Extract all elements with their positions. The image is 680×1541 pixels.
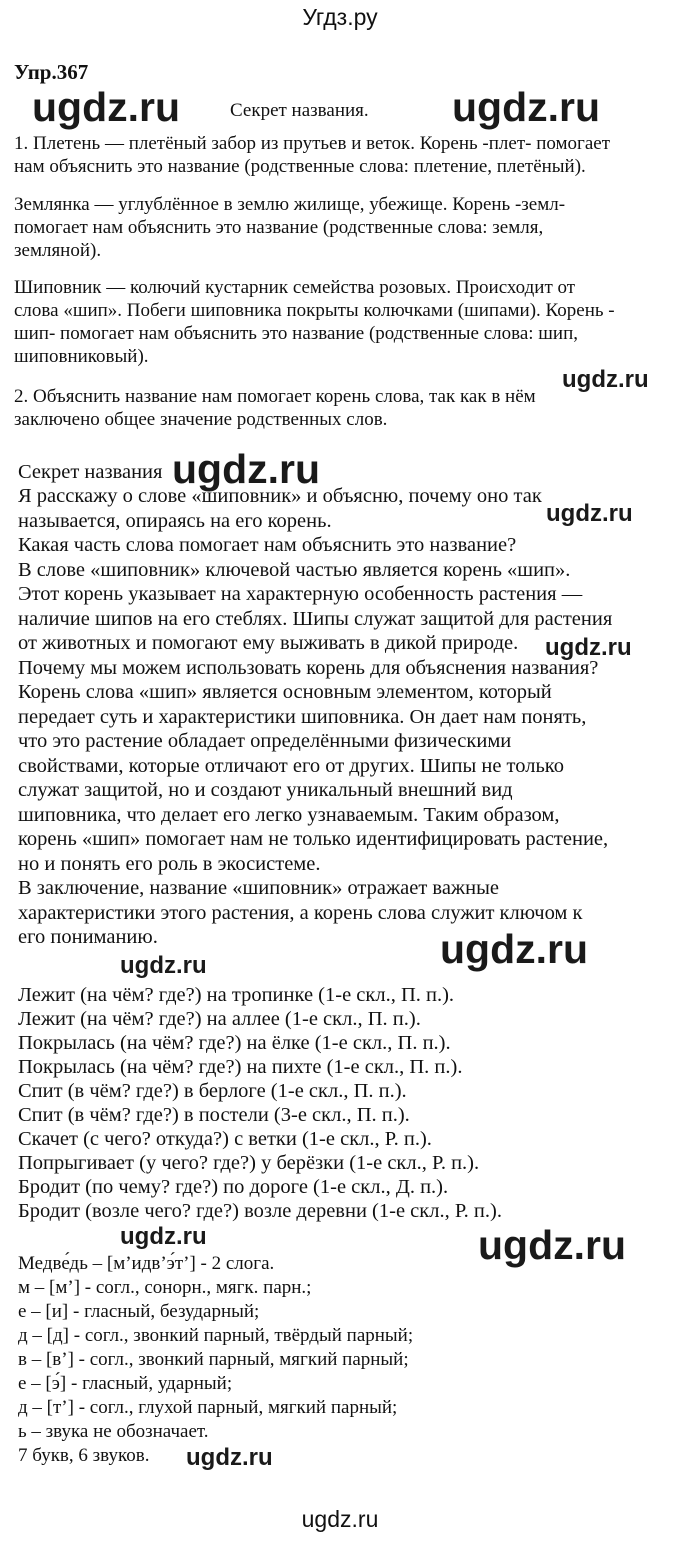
- case-line: Бродит (по чему? где?) по дороге (1-е скл., Д. п.).: [18, 1176, 449, 1198]
- section-title: Секрет названия.: [230, 100, 369, 121]
- phonetic-line: е – [и] - гласный, безударный;: [18, 1301, 260, 1322]
- watermark-logo: ugdz.ru: [120, 952, 207, 979]
- phonetic-line: 7 букв, 6 звуков.: [18, 1445, 150, 1466]
- text-line: помогает нам объяснить это название (родственные слова: земля,: [14, 217, 544, 238]
- essay-line: называется, опираясь на его корень.: [18, 510, 332, 532]
- phonetic-line: е – [э́] - гласный, ударный;: [18, 1373, 233, 1394]
- case-line: Попрыгивает (у чего? где?) у берёзки (1-е скл., Р. п.).: [18, 1152, 480, 1174]
- essay-line: свойствами, которые отличают его от других. Шипы не только: [18, 755, 564, 777]
- essay-line: Я расскажу о слове «шиповник» и объясню, почему оно так: [18, 485, 542, 507]
- site-footer[interactable]: ugdz.ru: [301, 1506, 379, 1532]
- essay-line: характеристики этого растения, а корень слова служит ключом к: [18, 902, 583, 924]
- case-line: Бродит (возле чего? где?) возле деревни (1-е скл., Р. п.).: [18, 1200, 502, 1222]
- text-line: Шиповник — колючий кустарник семейства розовых. Происходит от: [14, 277, 576, 298]
- phonetic-line: д – [д] - согл., звонкий парный, твёрдый парный;: [18, 1325, 414, 1346]
- phonetic-line: в – [в’] - согл., звонкий парный, мягкий парный;: [18, 1349, 409, 1370]
- text-line: Землянка — углублённое в землю жилище, убежище. Корень -земл-: [14, 194, 566, 215]
- text-line: слова «шип». Побеги шиповника покрыты колючками (шипами). Корень -: [14, 300, 615, 321]
- site-header[interactable]: Угдз.ру: [302, 4, 378, 30]
- watermark-logo: ugdz.ru: [546, 500, 633, 527]
- case-line: Покрылась (на чём? где?) на ёлке (1-е скл., П. п.).: [18, 1032, 451, 1054]
- text-line: 2. Объяснить название нам помогает корень слова, так как в нём: [14, 386, 536, 407]
- text-line: 1. Плетень — плетёный забор из прутьев и веток. Корень -плет- помогает: [14, 133, 611, 154]
- watermark-logo: ugdz.ru: [186, 1444, 273, 1471]
- phonetic-line: ь – звука не обозначает.: [18, 1421, 209, 1442]
- essay-line: шиповника, что делает его легко узнаваемым. Таким образом,: [18, 804, 560, 826]
- text-line: шип- помогает нам объяснить это название (родственные слова: шип,: [14, 323, 579, 344]
- essay-line: служат защитой, но и создают уникальный внешний вид: [18, 779, 513, 801]
- essay-line: наличие шипов на его стеблях. Шипы служат защитой для растения: [18, 608, 613, 630]
- essay-line: Этот корень указывает на характерную особенность растения —: [18, 583, 583, 605]
- watermark-logo: ugdz.ru: [545, 634, 632, 661]
- watermark-logo: ugdz.ru: [562, 366, 649, 393]
- text-line: земляной).: [14, 240, 102, 261]
- case-line: Лежит (на чём? где?) на аллее (1-е скл., П. п.).: [18, 1008, 421, 1030]
- watermark-logo: ugdz.ru: [120, 1223, 207, 1250]
- essay-line: передает суть и характеристики шиповника. Он дает нам понять,: [18, 706, 587, 728]
- watermark-logo: ugdz.ru: [440, 926, 589, 972]
- watermark-logo: ugdz.ru: [452, 84, 601, 130]
- phonetic-line: д – [т’] - согл., глухой парный, мягкий парный;: [18, 1397, 398, 1418]
- essay-line: но и понять его роль в экосистеме.: [18, 853, 321, 875]
- exercise-title: Упр.367: [14, 60, 89, 84]
- essay-title: Секрет названия: [18, 461, 163, 483]
- essay-line: его пониманию.: [18, 926, 158, 948]
- essay-line: что это растение обладает определёнными физическими: [18, 730, 512, 752]
- case-line: Покрылась (на чём? где?) на пихте (1-е скл., П. п.).: [18, 1056, 463, 1078]
- watermark-logo: ugdz.ru: [172, 446, 321, 492]
- watermark-logo: ugdz.ru: [478, 1222, 627, 1268]
- case-line: Спит (в чём? где?) в постели (3-е скл., П. п.).: [18, 1104, 410, 1126]
- essay-line: от животных и помогают ему выживать в дикой природе.: [18, 632, 519, 654]
- essay-line: Корень слова «шип» является основным элементом, который: [18, 681, 552, 703]
- essay-line: В заключение, название «шиповник» отражает важные: [18, 877, 499, 899]
- text-line: заключено общее значение родственных слов.: [14, 409, 388, 430]
- essay-line: Почему мы можем использовать корень для объяснения названия?: [18, 657, 599, 679]
- essay-line: Какая часть слова помогает нам объяснить это название?: [18, 534, 517, 556]
- phonetic-line: Медве́дь – [м’идв’э́т’] - 2 слога.: [18, 1253, 275, 1274]
- essay-line: В слове «шиповник» ключевой частью является корень «шип».: [18, 559, 571, 581]
- essay-line: корень «шип» помогает нам не только идентифицировать растение,: [18, 828, 609, 850]
- text-line: нам объяснить это название (родственные слова: плетение, плетёный).: [14, 156, 586, 177]
- case-line: Лежит (на чём? где?) на тропинке (1-е скл., П. п.).: [18, 984, 455, 1006]
- case-line: Спит (в чём? где?) в берлоге (1-е скл., П. п.).: [18, 1080, 407, 1102]
- watermark-logo: ugdz.ru: [32, 84, 181, 130]
- case-line: Скачет (с чего? откуда?) с ветки (1-е скл., Р. п.).: [18, 1128, 432, 1150]
- phonetic-line: м – [м’] - согл., сонорн., мягк. парн.;: [18, 1277, 312, 1298]
- text-line: шиповниковый).: [14, 346, 149, 367]
